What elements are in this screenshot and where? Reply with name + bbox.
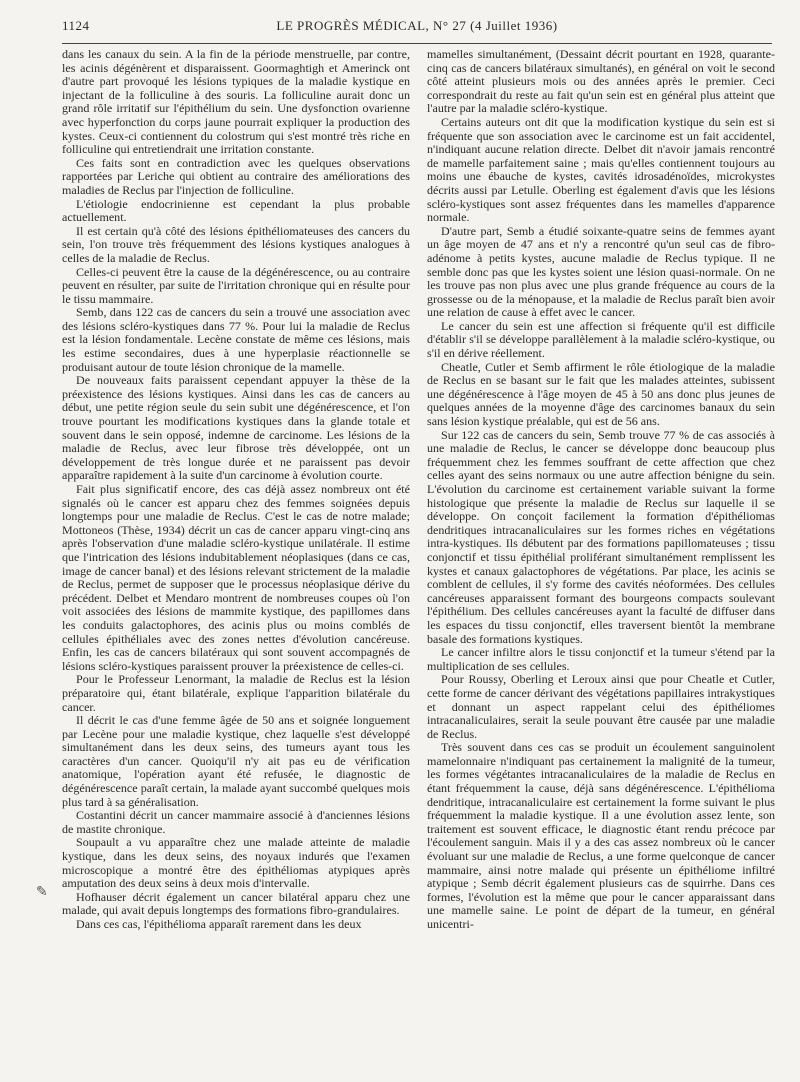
margin-mark-icon: ✎ (36, 885, 48, 900)
paragraph: Pour le Professeur Lenormant, la maladie de Reclus est la lésion préparatoire qui, étant bilatérale, explique l'apparition bilatérale du cancer. (62, 672, 410, 714)
paragraph: Il est certain qu'à côté des lésions épithéliomateuses des cancers du sein, l'on trouve très fréquemment des lésions kystiques analogues à celles de la maladie de Reclus. (62, 223, 410, 265)
paragraph: Celles-ci peuvent être la cause de la dégénérescence, ou au contraire peuvent en résulter, par suite de l'irritation chronique qui en résulte pour le tissu mammaire. (62, 264, 410, 306)
paragraph: Cheatle, Cutler et Semb affirment le rôle étiologique de la maladie de Reclus en se basant sur le fait que les malades atteintes, subissent une dégénérescence à l'âge moyen de 45 à 50 ans donc plus jeunes de quelques années de la moyenne d'âge des carcinomes banaux du sein sans lésion kystique préalable, qui est de 56 ans. (427, 359, 775, 429)
page-header (62, 18, 772, 40)
paragraph: Très souvent dans ces cas se produit un écoulement sanguinolent mamelonnaire n'indiquant pas certainement la malignité de la tumeur, les formes végétantes intracanaliculaires de la maladie de Reclus en étant fréquemment la cause, déjà sans dégénérescence. L'épithélioma dendritique, intracanaliculaire est certainement la forme suivant le plus fréquemment la maladie kystique. Il a une évolution assez lente, son traitement est souvent efficace, le diagnostic étant rendu précoce par l'écoulement sanguin. Mais il y a des cas assez nombreux où le cancer évoluant sur une maladie de Reclus, a une forme quelconque de cancer mammaire, ainsi notre malade qui présente un épithéliome infiltré atypique ; Semb décrit également plusieurs cas de squirrhe. Dans ces formes, l'évolution est la même que pour le cancer apparaissant dans une mamelle saine. Le point de départ de la tumeur, en général unicentri- (427, 740, 775, 931)
paragraph: Certains auteurs ont dit que la modification kystique du sein est si fréquente que son association avec le carcinome est un fait accidentel, n'indiquant aucune relation directe. Delbet dit n'avoir jamais rencontré de mamelle parfaitement saine ; mais qu'elles contiennent toujours au moins une ébauche de kystes, cavités idrosadénoïdes, microkystes décrits aussi par Letulle. Oberling est également d'avis que les lésions scléro-kystiques sont assez fréquentes dans les mamelles d'apparence normale. (427, 114, 775, 225)
paragraph: Il décrit le cas d'une femme âgée de 50 ans et soignée longuement par Lecène pour une maladie kystique, chez laquelle s'est développé simultanément dans les deux seins, des tumeurs ayant tous les caractères d'un cancer. Quoiqu'il n'y ait pas eu de vérification anatomique, l'opération ayant été refusée, le diagnostic de dégénérescence paraît certain, la malade ayant succombé quelques mois plus tard à sa généralisation. (62, 713, 410, 809)
paragraph: Sur 122 cas de cancers du sein, Semb trouve 77 % de cas associés à une maladie de Reclus, le cancer se développe donc beaucoup plus fréquemment chez les femmes souffrant de cette affection que chez celles ayant des seins normaux ou une autre affection bénigne du sein. L'évolution du carcinome est certainement variable suivant la forme histologique que présente la maladie de Reclus sur laquelle il se développe. On conçoit facilement la formation d'épithéliomas dendritiques intracanaliculaires sur les formes riches en végétations intra-kystiques. Ils débutent par des formations papillomateuses ; tissu conjonctif et tissu épithélial proliférant simultanément remplissent les kystes et canaux galactophores de végétations. Par place, les acinis se comblent de cellules, il s'y forme des cavités néoformées. Des cellules cancéreuses apparaissent formant des bourgeons compacts soulevant l'épithélium. Des cellules cancéreuses ayant la faculté de diffuser dans les espaces du tissu conjonctif, elles traversent bientôt la membrane basale des formations kystiques. (427, 427, 775, 646)
paragraph: Hofhauser décrit également un cancer bilatéral apparu chez une malade, qui avait depuis longtemps des formations fibro-grandulaires. (62, 889, 410, 918)
paragraph: Costantini décrit un cancer mammaire associé à d'anciennes lésions de mastite chronique. (62, 808, 410, 836)
right-column (427, 48, 775, 932)
journal-title: LE PROGRÈS MÉDICAL, N° 27 (4 Juillet 1936) (276, 18, 558, 33)
paragraph: Pour Roussy, Oberling et Leroux ainsi que pour Cheatle et Cutler, cette forme de cancer dérivant des végétations papillaires intrakystiques et donnant un aspect rappelant celui des épithéliomes intracanaliculaires, serait la seule pouvant être causée par une maladie de Reclus. (427, 672, 775, 741)
paragraph: dans les canaux du sein. A la fin de la période menstruelle, par contre, les acinis dégénèrent et disparaissent. Goormaghtigh et Amerinck ont d'autre part provoqué les lésions typiques de la maladie kystique en injectant de la folliculine à des souris. La folliculine aurait donc un grand rôle irritatif sur l'épithélium du sein. Une dysfonction ovarienne avec hyperfonction du corps jaune pourrait expliquer la production des kystes. Ceux-ci contiennent du colostrum qui s'est montré très riche en folliculine qui entretiendrait une irritation constante. (62, 47, 410, 157)
paragraph: Le cancer infiltre alors le tissu conjonctif et la tumeur s'étend par la multiplication de ses cellules. (427, 645, 775, 673)
paragraph: Soupault a vu apparaître chez une malade atteinte de maladie kystique, dans les deux seins, des noyaux indurés que l'examen microscopique a montré être des épithéliomas atypiques après amputation des deux seins à deux mois d'intervalle. (62, 835, 410, 891)
paragraph: Dans ces cas, l'épithélioma apparaît rarement dans les deux (76, 917, 362, 931)
left-column (62, 48, 410, 932)
paragraph: Ces faits sont en contradiction avec les quelques observations rapportées par Leriche qui obtient au contraire des améliorations des maladies de Reclus par l'injection de folliculine. (62, 155, 410, 197)
paragraph: Le cancer du sein est une affection si fréquente qu'il est difficile d'établir s'il se développe parallèlement à la maladie scléro-kystique, ou s'il en dérive réellement. (427, 318, 775, 361)
paragraph: Fait plus significatif encore, des cas déjà assez nombreux ont été signalés où le cancer est apparu chez des femmes soignées depuis longtemps pour une maladie de Reclus. C'est le cas de notre malade; Mottoneos (Thèse, 1934) décrit un cas de cancer apparu vingt-cinq ans après l'observation d'une maladie scléro-kystique unilatérale. Il estime que l'intrication des lésions indubitablement néoplasiques (dans ce cas, image de cancer banal) et des lésions relevant strictement de la maladie de Reclus, permet de supposer que le processus néoplasique dérive du précédent. Delbet et Mendaro montrent de nombreuses coupes où l'on voit associées des lésions de mammite kystique, des papillomes dans les conduits galactophores, des acinis plus ou moins comblés de cellules épithéliales avec des zones nettes d'évolution cancéreuse. Enfin, les cas de cancers bilatéraux qui sont souvent accompagnés de lésions scléro-kystiques paraissent prouver la préexistence de celles-ci. (62, 482, 410, 673)
paragraph: mamelles simultanément, (Dessaint décrit pourtant en 1928, quarante-cinq cas de cancers bilatéraux simultanés), en général on voit le second côté atteint plusieurs mois ou des années après le premier. Ceci correspondrait du reste au fait qu'un sein est en général plus atteint que l'autre par la maladie scléro-kystique. (427, 47, 775, 116)
header-rule (62, 43, 772, 44)
paragraph: L'étiologie endocrinienne est cependant la plus probable actuellement. (62, 196, 410, 225)
paragraph: D'autre part, Semb a étudié soixante-quatre seins de femmes ayant un âge moyen de 47 ans et n'y a rencontré qu'un seul cas de fibro-adénome à petits kystes, aucune maladie de Reclus typique. Il ne semble donc pas que les kystes soient une lésion quasi-normale. On ne les trouve pas non plus avec une plus grande fréquence au cours de la grossesse ou de la ménopause, et la maladie de Reclus paraît bien avoir une relation de cause à effet avec le cancer. (427, 223, 775, 320)
paragraph: De nouveaux faits paraissent cependant appuyer la thèse de la préexistence des lésions kystiques. Ainsi dans les cas de cancers au début, une petite région seule du sein subit une dégénérescence, et l'on trouve pourtant les modifications kystiques dans la glande totale et souvent dans le sein opposé, indemne de carcinome. Les lésions de la maladie de Reclus, avec leur fibrose très développée, ont un développement de très longue durée et ne paraissent pas devoir apparaître rapidement à la suite d'un carcinome à évolution courte. (62, 373, 410, 483)
paragraph: Semb, dans 122 cas de cancers du sein a trouvé une association avec des lésions scléro-kystiques dans 77 %. Pour lui la maladie de Reclus est la lésion fondamentale. Lecène constate de même ces lésions, mais les estime secondaires, dues à une hyperplasie réactionnelle se produisant autour de toute lésion chronique de la mamelle. (62, 305, 410, 374)
page-number: 1124 (62, 18, 90, 33)
